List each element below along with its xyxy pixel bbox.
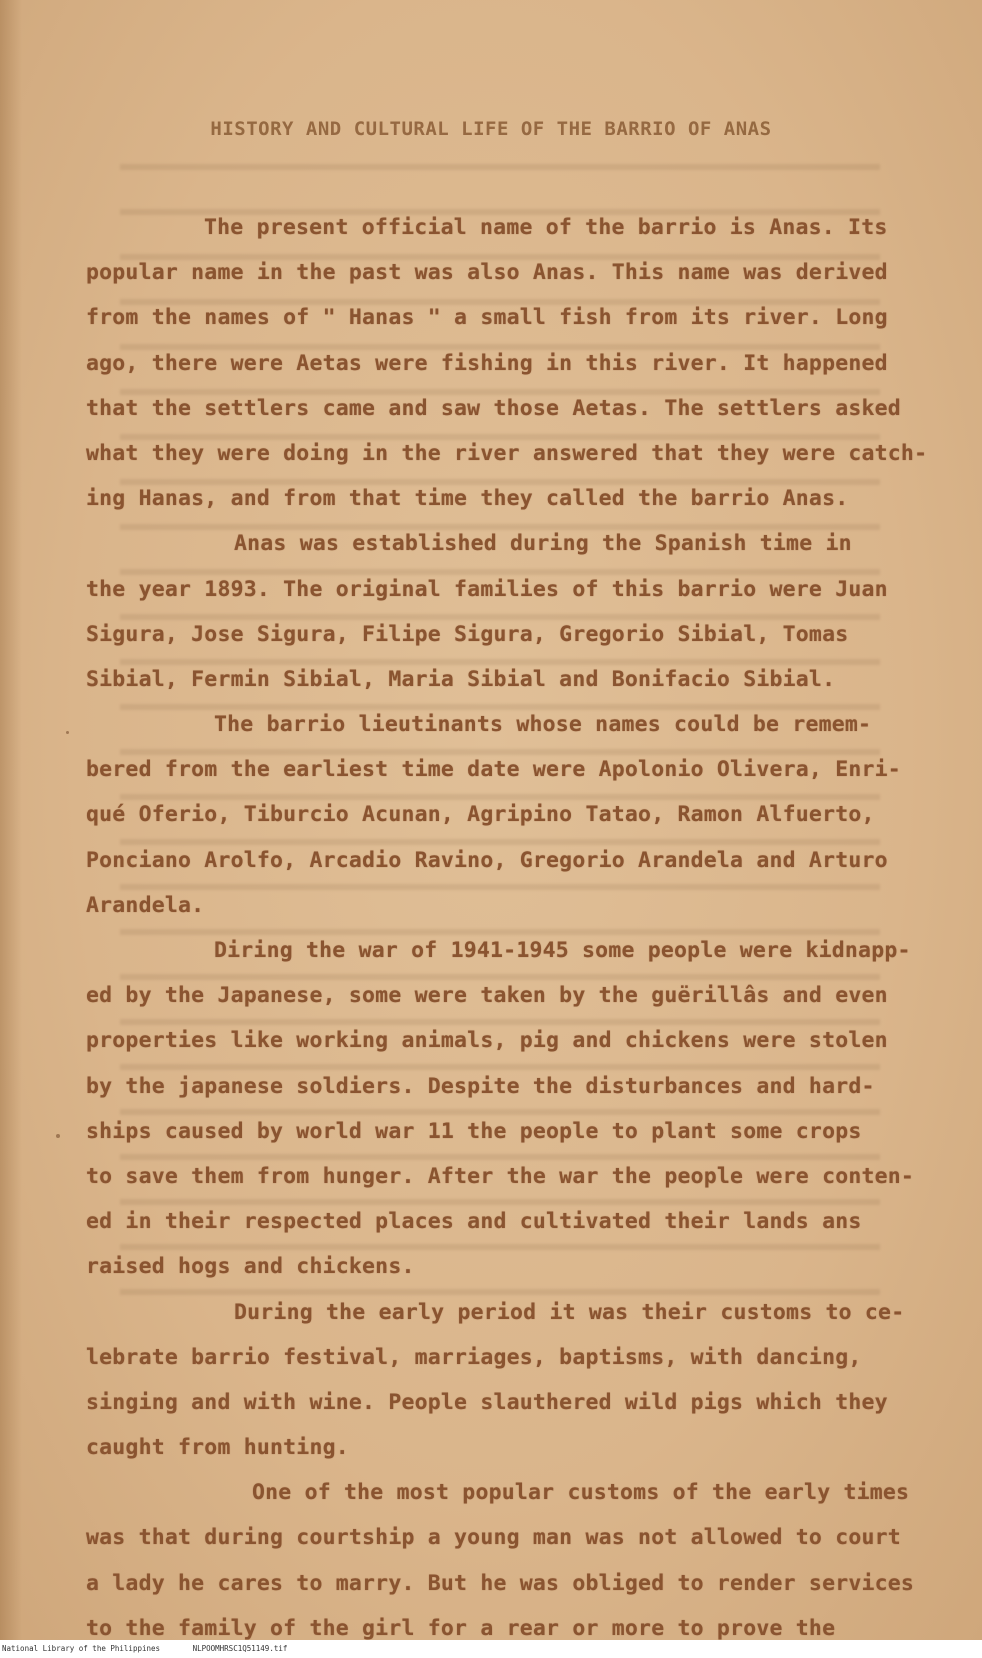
text-line: that the settlers came and saw those Aetas. The settlers asked [86, 395, 901, 421]
text-line: from the names of " Hanas " a small fish from its river. Long [86, 305, 888, 331]
page-edge-shadow [0, 0, 22, 1640]
text-line: what they were doing in the river answered that they were catch- [86, 440, 928, 466]
text-line: ships caused by world war 11 the people to plant some crops [86, 1118, 862, 1144]
text-line: One of the most popular customs of the early times [252, 1480, 910, 1506]
document-title: HISTORY AND CULTURAL LIFE OF THE BARRIO OF ANAS [210, 118, 772, 140]
text-line: to the family of the girl for a rear or more to prove the [86, 1615, 836, 1640]
text-line: by the japanese soldiers. Despite the disturbances and hard- [86, 1073, 875, 1099]
library-credit: National Library of the Philippines [2, 1644, 161, 1653]
text-line: Diring the war of 1941-1945 some people were kidnapp- [214, 938, 911, 963]
text-line: ing Hanas, and from that time they called the barrio Anas. [86, 486, 849, 512]
text-line: lebrate barrio festival, marriages, baptisms, with dancing, [86, 1344, 862, 1370]
text-line: Anas was established during the Spanish time in [234, 531, 852, 557]
scan-footer [0, 1640, 982, 1658]
text-line: bered from the earliest time date were Apolonio Olivera, Enri- [86, 757, 901, 783]
ink-speck [56, 1134, 60, 1138]
text-line: raised hogs and chickens. [86, 1254, 415, 1280]
text-line: Sigura, Jose Sigura, Filipe Sigura, Gregorio Sibial, Tomas [86, 621, 849, 647]
text-line: ed in their respected places and cultivated their lands ans [86, 1209, 862, 1235]
text-line: caught from hunting. [86, 1435, 349, 1461]
text-line: the year 1893. The original families of this barrio were Juan [86, 576, 888, 602]
text-line: During the early period it was their customs to ce- [234, 1299, 905, 1325]
text-line: ed by the Japanese, some were taken by the guërillâs and even [86, 983, 888, 1009]
text-line: properties like working animals, pig and chickens were stolen [86, 1028, 888, 1054]
text-line: Sibial, Fermin Sibial, Maria Sibial and Bonifacio Sibial. [86, 666, 836, 692]
text-line: The barrio lieutinants whose names could be remem- [214, 712, 872, 738]
text-line: was that during courtship a young man was not allowed to court [86, 1525, 901, 1551]
text-line: a lady he cares to marry. But he was obliged to render services [86, 1570, 915, 1596]
file-name: NLPOOMHRSC1Q51149.tif [192, 1644, 288, 1653]
text-line: to save them from hunger. After the war the people were conten- [86, 1163, 915, 1189]
text-line: qué Oferio, Tiburcio Acunan, Agripino Tatao, Ramon Alfuerto, [86, 802, 875, 828]
document-body [86, 205, 928, 1640]
text-line: ago, there were Aetas were fishing in this river. It happened [86, 350, 888, 376]
text-line: Arandela. [86, 892, 205, 918]
text-line: singing and with wine. People slauthered wild pigs which they [86, 1389, 888, 1415]
text-line: The present official name of the barrio is Anas. Its [204, 215, 888, 240]
text-line: popular name in the past was also Anas. This name was derived [86, 260, 888, 286]
text-line: Ponciano Arolfo, Arcadio Ravino, Gregorio Arandela and Arturo [86, 847, 888, 873]
ink-speck [66, 731, 69, 734]
